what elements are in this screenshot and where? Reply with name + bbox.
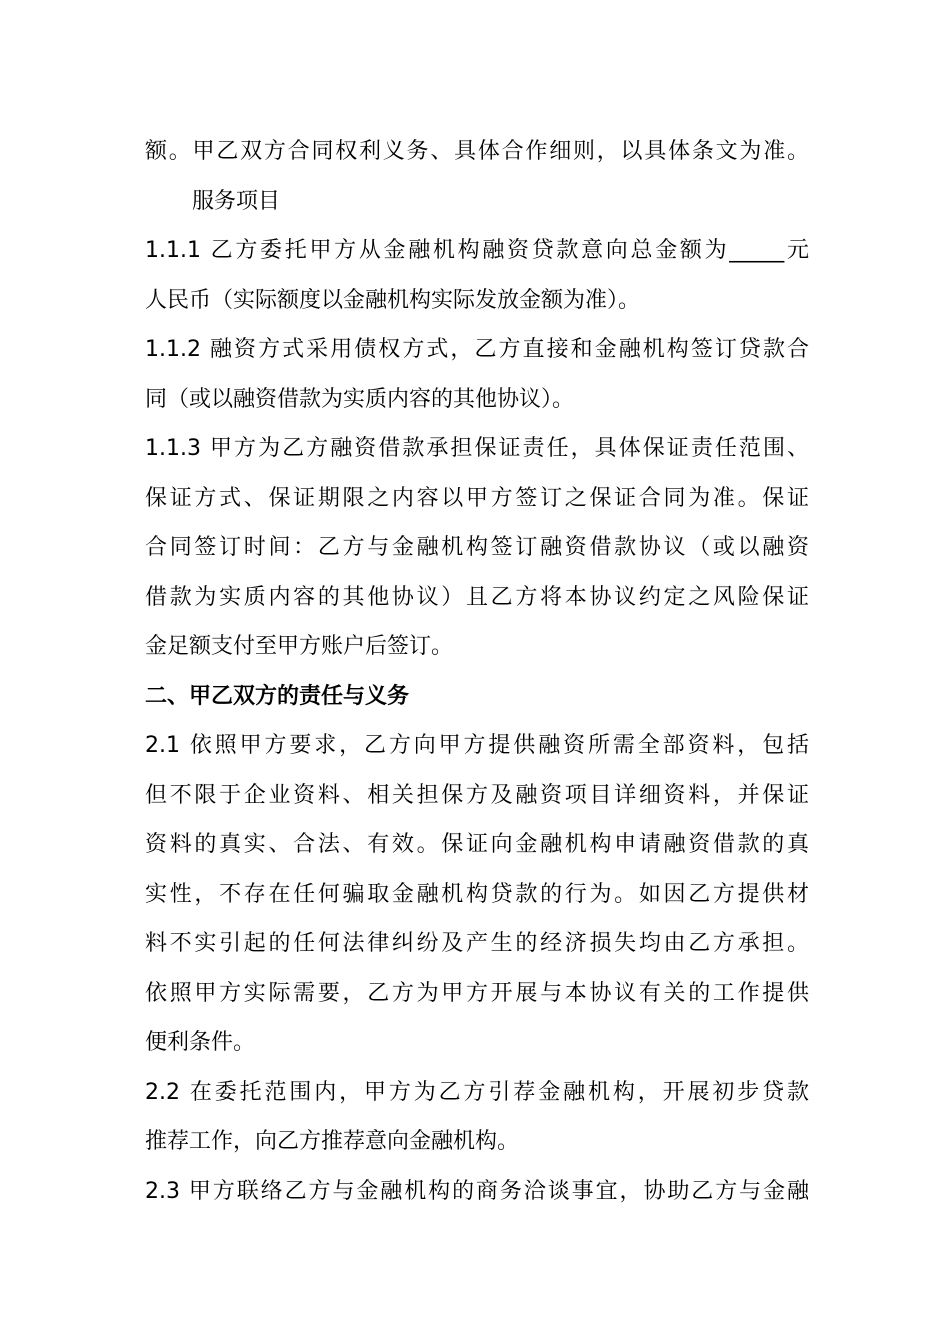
clause-1-1-3: 1.1.3 甲方为乙方融资借款承担保证责任，具体保证责任范围、 <box>145 436 809 461</box>
clause-2-1: 2.1 依照甲方要求，乙方向甲方提供融资所需全部资料，包括 <box>145 733 809 758</box>
paragraph-line: 料不实引起的任何法律纠纷及产生的经济损失均由乙方承担。 <box>145 931 809 956</box>
section-heading-service-items: 服务项目 <box>192 188 281 214</box>
paragraph-line: 同（或以融资借款为实质内容的其他协议）。 <box>145 386 575 412</box>
paragraph-line: 合同签订时间：乙方与金融机构签订融资借款协议（或以融资 <box>145 535 809 560</box>
clause-1-1-1: 1.1.1 乙方委托甲方从金融机构融资贷款意向总金额为_____元 <box>145 238 809 263</box>
paragraph-line: 便利条件。 <box>145 1030 256 1055</box>
paragraph-line: 推荐工作，向乙方推荐意向金融机构。 <box>145 1129 520 1154</box>
clause-2-3: 2.3 甲方联络乙方与金融机构的商务洽谈事宜，协助乙方与金融 <box>145 1178 809 1204</box>
paragraph-line: 人民币（实际额度以金融机构实际发放金额为准）。 <box>145 287 641 313</box>
paragraph-line: 资料的真实、合法、有效。保证向金融机构申请融资借款的真 <box>145 832 809 857</box>
clause-2-2: 2.2 在委托范围内，甲方为乙方引荐金融机构，开展初步贷款 <box>145 1079 809 1105</box>
paragraph-line: 但不限于企业资料、相关担保方及融资项目详细资料，并保证 <box>145 782 809 808</box>
paragraph-line: 额。甲乙双方合同权利义务、具体合作细则，以具体条文为准。 <box>145 139 809 164</box>
document-body <box>145 127 809 1216</box>
paragraph-line: 借款为实质内容的其他协议）且乙方将本协议约定之风险保证 <box>145 584 809 610</box>
paragraph-line: 依照甲方实际需要，乙方为甲方开展与本协议有关的工作提供 <box>145 980 809 1006</box>
paragraph-line: 金足额支付至甲方账户后签订。 <box>145 634 454 659</box>
clause-1-1-2: 1.1.2 融资方式采用债权方式，乙方直接和金融机构签订贷款合 <box>145 337 809 362</box>
section-heading-responsibilities: 二、甲乙双方的责任与义务 <box>145 683 410 709</box>
paragraph-line: 实性，不存在任何骗取金融机构贷款的行为。如因乙方提供材 <box>145 881 809 907</box>
paragraph-line: 保证方式、保证期限之内容以甲方签订之保证合同为准。保证 <box>145 485 809 511</box>
